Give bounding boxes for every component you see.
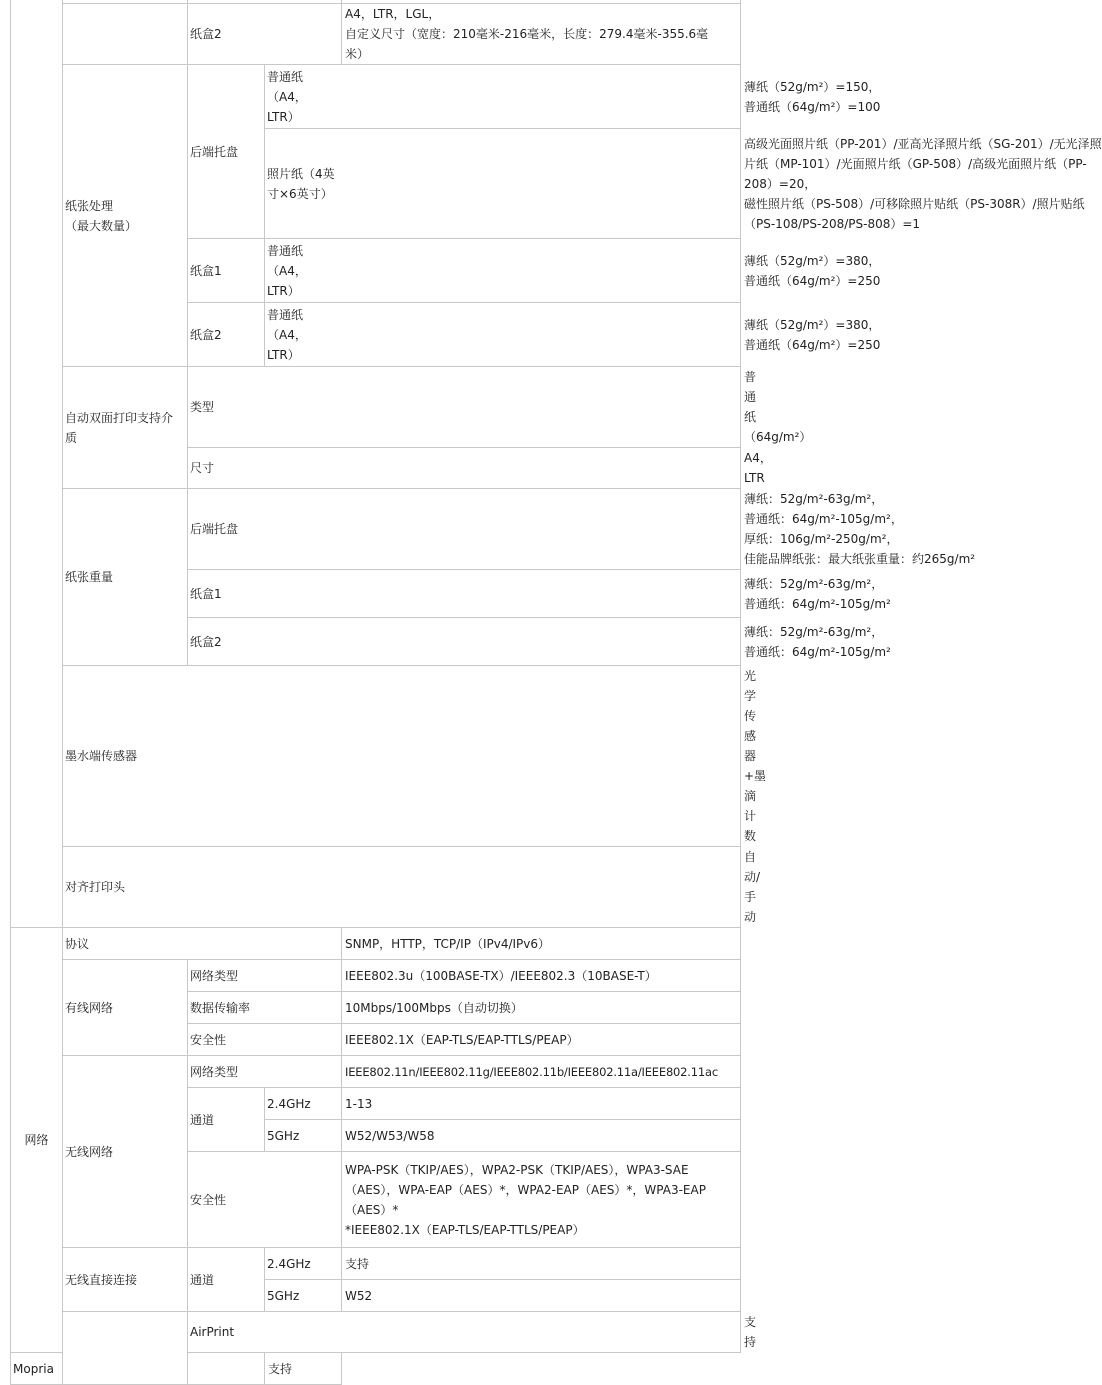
protocol-label: 协议	[63, 928, 342, 960]
duplex-label: 自动双面打印支持介 质	[63, 367, 188, 489]
ink-sensor-label: 墨水端传感器	[63, 666, 741, 847]
value-cell	[342, 0, 741, 4]
wireless-direct-label: 无线直接连接	[63, 1248, 188, 1312]
wired-type-label: 网络类型	[188, 960, 342, 992]
tray2-size-value: A4，LTR，LGL， 自定义尺寸（宽度：210毫米-216毫米，长度：279.4毫米-355.6毫 米）	[342, 4, 741, 65]
category-cell-print	[11, 0, 63, 928]
table-row: 纸张重量 后端托盘 薄纸：52g/m²-63g/m²， 普通纸：64g/m²-105g/m²， 厚纸：106g/m²-250g/m²， 佳能品牌纸张：最大纸张重量：约265g/m²	[11, 489, 741, 570]
band-2-4ghz-label: 2.4GHz	[265, 1088, 342, 1120]
table-row: AirPrint 支持	[11, 1312, 741, 1353]
plain-paper-sublabel: 普通纸 （A4， LTR）	[265, 303, 741, 367]
wired-rate-value: 10Mbps/100Mbps（自动切换）	[342, 992, 741, 1024]
wireless-network-label: 无线网络	[63, 1056, 188, 1248]
tray2-label: 纸盒2	[188, 303, 265, 367]
direct-2-4ghz-value: 支持	[342, 1248, 741, 1280]
band-5ghz-label: 5GHz	[265, 1120, 342, 1152]
photo-paper-sublabel: 照片纸（4英 寸×6英寸）	[265, 129, 741, 239]
table-row	[11, 4, 741, 65]
table-row: 纸张处理 （最大数量） 后端托盘 普通纸 （A4， LTR） 薄纸（52g/m²）=150， 普通纸（64g/m²）=100	[11, 65, 741, 129]
weight-tray1-label: 纸盒1	[188, 570, 741, 618]
direct-channel-label: 通道	[188, 1248, 265, 1312]
plain-paper-sublabel: 普通纸 （A4， LTR）	[265, 239, 741, 303]
tray1-label: 纸盒1	[188, 239, 265, 303]
paper-handling-label: 纸张处理 （最大数量）	[63, 65, 188, 367]
label-cell-empty	[63, 4, 188, 65]
wired-network-label: 有线网络	[63, 960, 188, 1056]
table-row: 对齐打印头 自动/手动	[11, 847, 741, 928]
wired-security-value: IEEE802.1X（EAP-TLS/EAP-TTLS/PEAP）	[342, 1024, 741, 1056]
table-row	[11, 1056, 741, 1088]
mopria-label: Mopria	[11, 1353, 265, 1385]
direct-2-4ghz-label: 2.4GHz	[265, 1248, 342, 1280]
duplex-size-label: 尺寸	[188, 448, 741, 489]
table-row: 墨水端传感器 光学传感器+墨滴计数	[11, 666, 741, 847]
weight-tray2-label: 纸盒2	[188, 618, 741, 666]
direct-5ghz-label: 5GHz	[265, 1280, 342, 1312]
table-row	[11, 928, 741, 960]
mopria-value: 支持	[265, 1353, 342, 1385]
rear-tray-label: 后端托盘	[188, 65, 265, 239]
band-5ghz-value: W52/W53/W58	[342, 1120, 741, 1152]
table-row	[11, 960, 741, 992]
wireless-channel-label: 通道	[188, 1088, 265, 1152]
spec-table	[10, 0, 1102, 1385]
duplex-type-label: 类型	[188, 367, 741, 448]
table-row	[11, 1248, 741, 1280]
align-head-label: 对齐打印头	[63, 847, 741, 928]
table-row: 纸盒2 普通纸 （A4， LTR） 薄纸（52g/m²）=380， 普通纸（64g/m²）=250	[11, 303, 741, 367]
wired-security-label: 安全性	[188, 1024, 342, 1056]
wired-rate-label: 数据传输率	[188, 992, 342, 1024]
wireless-security-label: 安全性	[188, 1152, 342, 1248]
wired-type-value: IEEE802.3u（100BASE-TX）/IEEE802.3（10BASE-T）	[342, 960, 741, 992]
table-row: 纸盒1 薄纸：52g/m²-63g/m²， 普通纸：64g/m²-105g/m²	[11, 570, 741, 618]
airprint-label: AirPrint	[188, 1312, 741, 1353]
plain-paper-sublabel: 普通纸 （A4， LTR）	[265, 65, 741, 129]
protocol-value: SNMP，HTTP，TCP/IP（IPv4/IPv6）	[342, 928, 741, 960]
table-row: 自动双面打印支持介 质 类型 普通纸（64g/m²）	[11, 367, 741, 448]
network-category-label: 网络	[11, 928, 63, 1353]
weight-rear-label: 后端托盘	[188, 489, 741, 570]
tray2-size-label: 纸盒2	[188, 4, 342, 65]
band-2-4ghz-value: 1-13	[342, 1088, 741, 1120]
wireless-security-value: WPA-PSK（TKIP/AES），WPA2-PSK（TKIP/AES），WPA3-SAE （AES），WPA-EAP（AES）*，WPA2-EAP（AES）*，WPA3-EAP （AES）* *IEEE802.1X（EAP-TLS/EAP-TTLS/PEAP）	[342, 1152, 741, 1248]
table-row	[11, 1353, 741, 1385]
table-row: 尺寸 A4，LTR	[11, 448, 741, 489]
direct-5ghz-value: W52	[342, 1280, 741, 1312]
table-row: 纸盒1 普通纸 （A4， LTR） 薄纸（52g/m²）=380， 普通纸（64g/m²）=250	[11, 239, 741, 303]
table-row: 纸盒2 薄纸：52g/m²-63g/m²， 普通纸：64g/m²-105g/m²	[11, 618, 741, 666]
wireless-type-label: 网络类型	[188, 1056, 342, 1088]
wireless-type-value: IEEE802.11n/IEEE802.11g/IEEE802.11b/IEEE802.11a/IEEE802.11ac	[342, 1056, 741, 1088]
table-row: 照片纸（4英 寸×6英寸） 高级光面照片纸（PP-201）/亚高光泽照片纸（SG-201）/无光泽照 片纸（MP-101）/光面照片纸（GP-508）/高级光面照片纸（PP- 208）=20， 磁性照片纸（PS-508）/可移除照片贴纸（PS-308R）/照片贴纸 （PS-108/PS-208/PS-808）=1	[11, 129, 741, 239]
paper-weight-label: 纸张重量	[63, 489, 188, 666]
